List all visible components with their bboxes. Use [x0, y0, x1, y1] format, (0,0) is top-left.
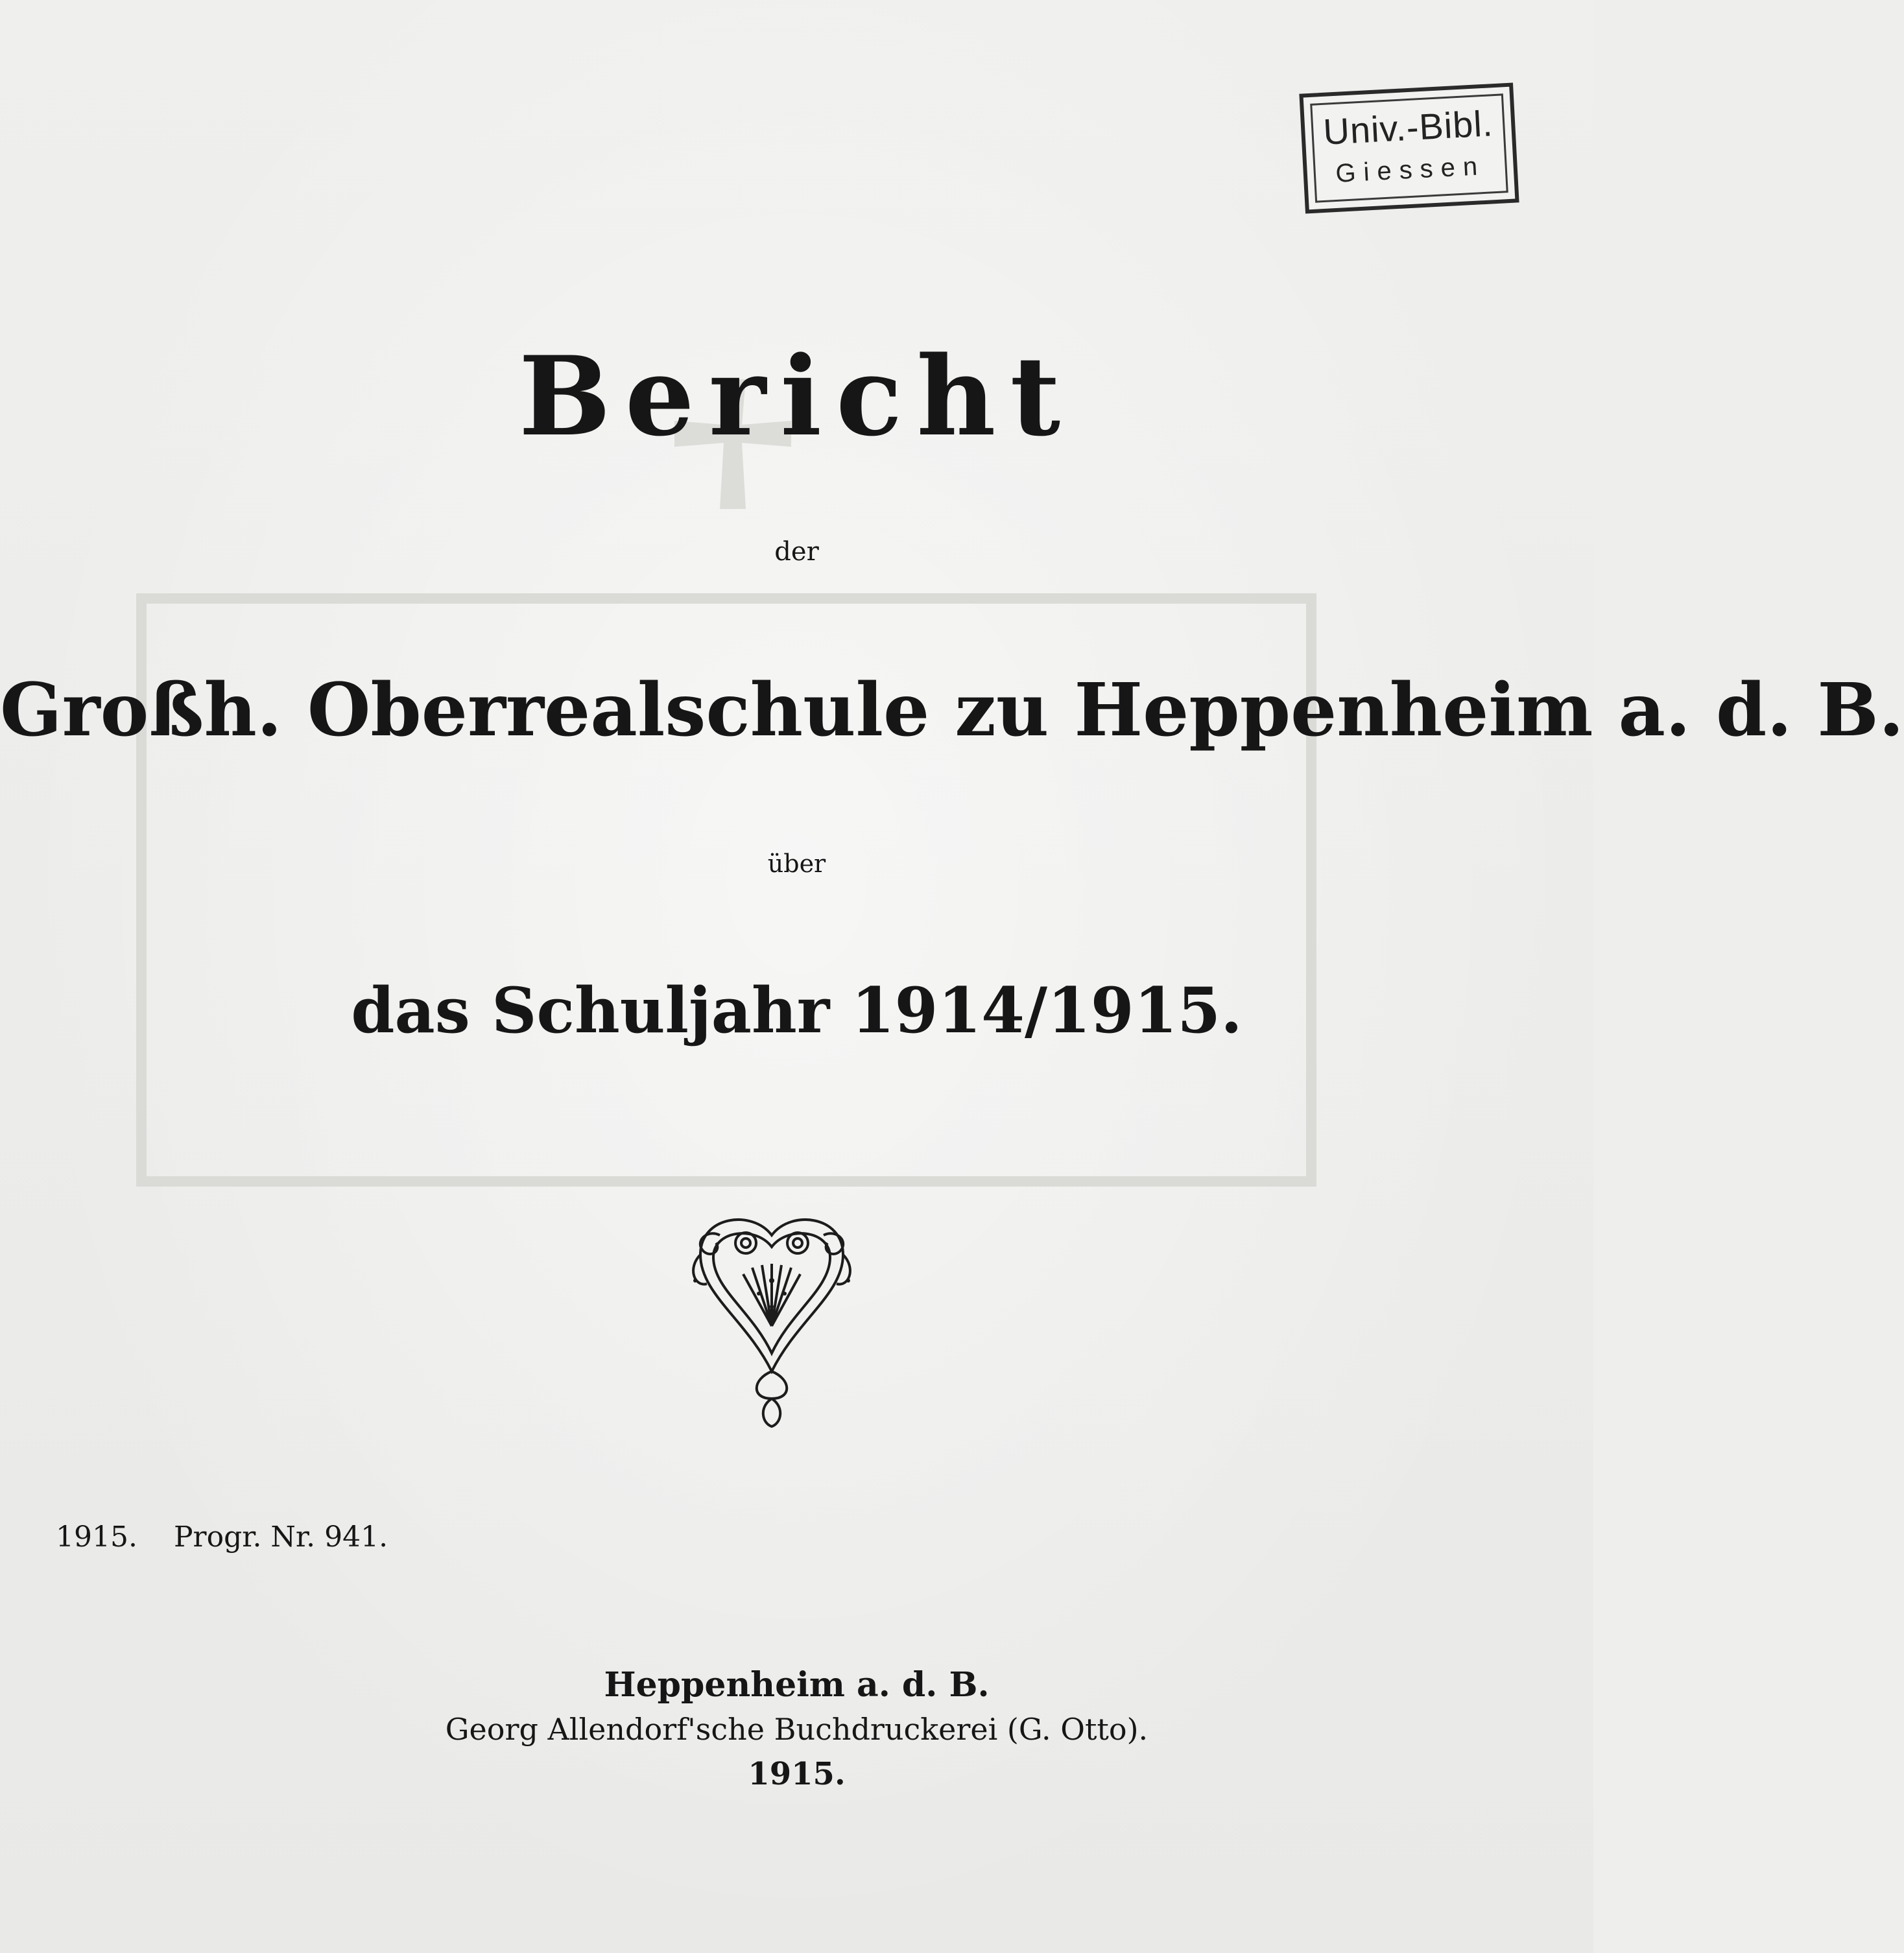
heart-ornament-icon [681, 1209, 863, 1430]
stamp-line-library: Univ.-Bibl. [1322, 102, 1494, 152]
school-name: Großh. Oberrealschule zu Heppenheim a. d. B. [0, 668, 1904, 753]
imprint-place: Heppenheim a. d. B. [604, 1665, 990, 1705]
program-number [56, 1521, 388, 1554]
imprint-printer: Georg Allendorf'sche Buchdruckerei (G. Otto). [445, 1712, 1148, 1747]
stamp-line-city: Giessen [1335, 151, 1486, 188]
school-year: das Schuljahr 1914/1915. [351, 974, 1243, 1047]
preposition-ueber: über [767, 849, 826, 878]
article-der: der [774, 537, 819, 567]
program-year: 1915. [56, 1521, 137, 1554]
imprint-year: 1915. [748, 1756, 846, 1792]
library-stamp [1299, 82, 1519, 213]
page-title: Bericht [518, 332, 1075, 460]
program-label: Progr. Nr. 941. [173, 1521, 388, 1554]
